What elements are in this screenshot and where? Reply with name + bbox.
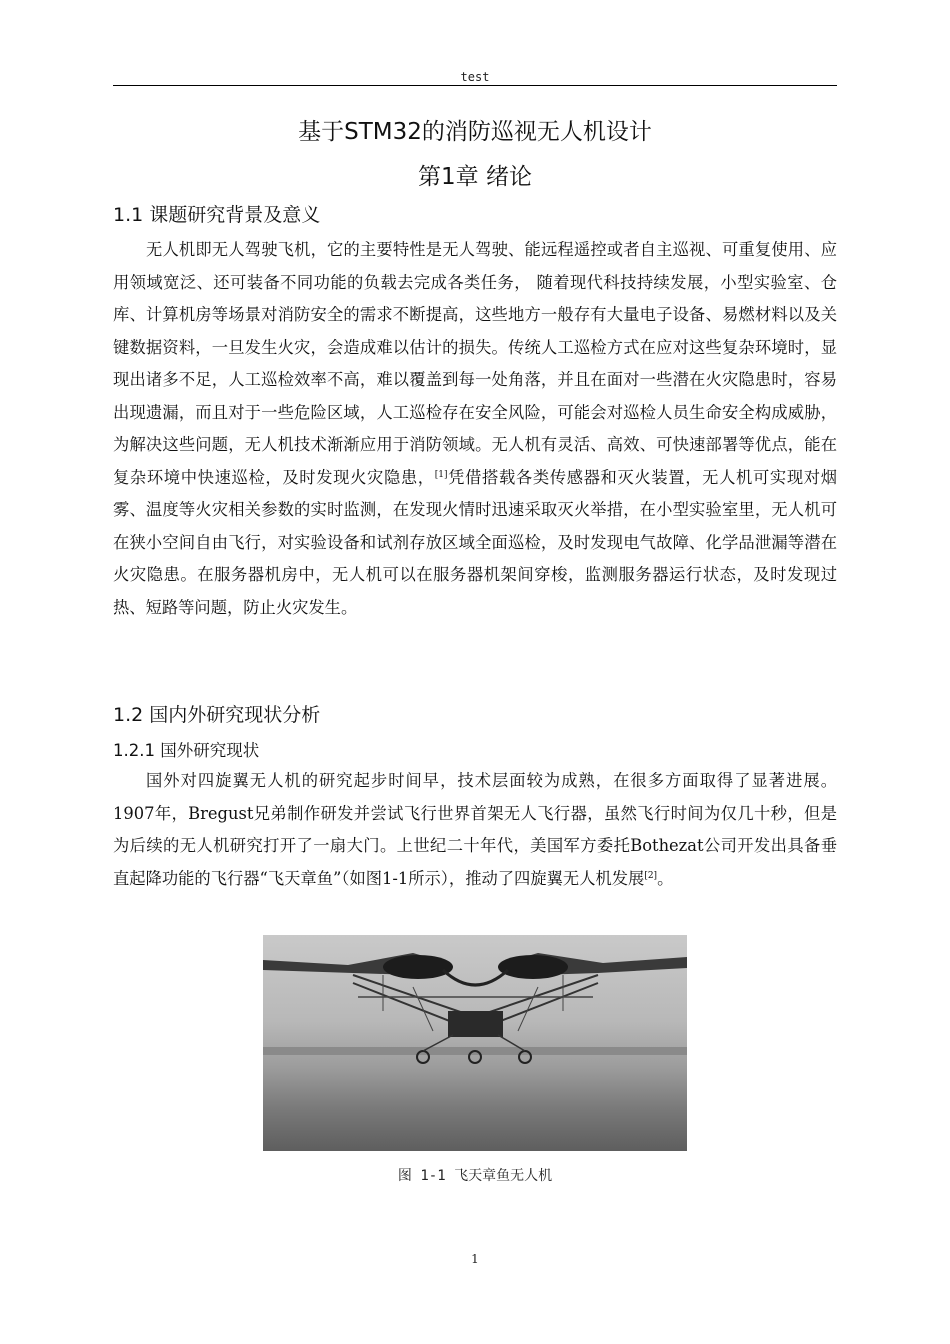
- page-number: 1: [471, 1252, 479, 1266]
- paragraph-text: 无人机即无人驾驶飞机，它的主要特性是无人驾驶、能远程遥控或者自主巡视、可重复使用、应用领域宽泛、还可装备不同功能的负载去完成各类任务， 随着现代科技持续发展，小型实验室、仓库、计算机房等场景对消防安全的需求不断提高，这些地方一般存有大量电子设备、易燃材料以及关键数据资料，一旦发生火灾，会造成难以估计的损失。传统人工巡检方式在应对这些复杂环境时，显现出诸多不足，人工巡检效率不高，难以覆盖到每一处角落，并且在面对一些潜在火灾隐患时，容易出现遗漏，而且对于一些危险区域，人工巡检存在安全风险，可能会对巡检人员生命安全构成威胁， 为解决这些问题，无人机技术渐渐应用于消防领域。无人机有灵活、高效、可快速部署等优点，能在复杂环境中快速巡检，及时发现火灾隐患，: [113, 240, 837, 487]
- paragraph-text: 凭借搭载各类传感器和灭火装置，无人机可实现对烟雾、温度等火灾相关参数的实时监测，在发现火情时迅速采取灭火举措，在小型实验室里，无人机可在狭小空间自由飞行，对实验设备和试剂存放区域全面巡检，及时发现电气故障、化学品泄漏等潜在火灾隐患。在服务器机房中，无人机可以在服务器机架间穿梭，监测服务器运行状态，及时发现过热、短路等问题，防止火灾发生。: [113, 467, 837, 617]
- flying-octopus-photo-icon: [263, 935, 687, 1151]
- citation-ref: [2]: [644, 870, 658, 881]
- section-1-2-1-paragraph: [113, 765, 837, 895]
- subsection-heading-1-2-1: 1.2.1 国外研究现状: [113, 741, 260, 760]
- figure-caption: 图 1-1 飞天章鱼无人机: [397, 1168, 553, 1184]
- section-1-1-paragraph: [113, 234, 837, 624]
- section-heading-1-1: 1.1 课题研究背景及意义: [113, 204, 321, 226]
- document-title: 基于STM32的消防巡视无人机设计: [298, 119, 652, 145]
- page-header-rule: [113, 85, 837, 86]
- paragraph-text: 。: [657, 868, 674, 888]
- figure-1-1-image: [263, 935, 687, 1151]
- section-heading-1-2: 1.2 国内外研究现状分析: [113, 704, 321, 726]
- citation-ref: [1]: [434, 469, 448, 480]
- chapter-title: 第1章 绪论: [418, 164, 532, 190]
- paragraph-text: 国外对四旋翼无人机的研究起步时间早，技术层面较为成熟，在很多方面取得了显著进展。1907年，Bregust兄弟制作研发并尝试飞行世界首架无人飞行器，虽然飞行时间为仅几十秒，但是为后续的无人机研究打开了一扇大门。上世纪二十年代，美国军方委托Bothezat公司开发出具备垂直起降功能的飞行器“飞天章鱼”（如图1-1所示），推动了四旋翼无人机发展: [113, 771, 837, 888]
- page-header-text: test: [460, 70, 490, 84]
